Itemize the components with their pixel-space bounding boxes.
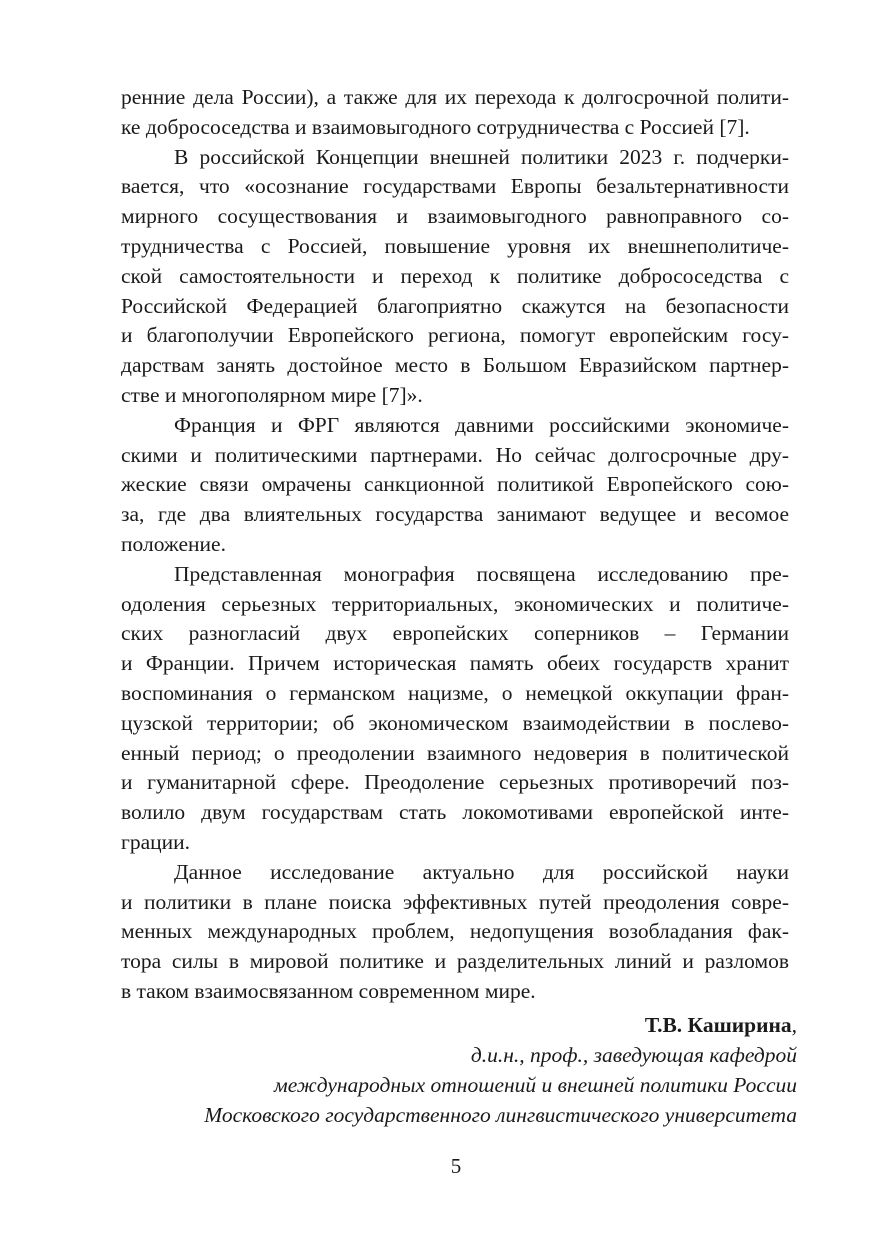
- paragraph-line: воспоминания о германском нацизме, о немецкой оккупации фран-: [121, 680, 789, 705]
- paragraph-line: дарствам занять достойное место в Большом Евразийском партнер-: [121, 353, 789, 378]
- paragraph-line: тора силы в мировой политике и разделительных линий и разломов: [121, 949, 789, 974]
- paragraph-line: трудничества с Россией, повышение уровня их внешнеполитиче-: [121, 233, 789, 258]
- paragraph-line: Представленная монография посвящена исследованию пре-: [174, 561, 789, 586]
- paragraph-line: и гуманитарной сфере. Преодоление серьезных противоречий поз-: [121, 770, 789, 795]
- paragraph-line: в таком взаимосвязанном современном мире.: [121, 978, 536, 1003]
- paragraph-line: за, где два влиятельных государства занимают ведущее и весомое: [121, 502, 789, 527]
- paragraph-line: вается, что «осознание государствами Европы безальтернативности: [121, 174, 789, 199]
- paragraph-line: ских разногласий двух европейских соперников – Германии: [121, 621, 789, 646]
- author-name-line: [121, 1010, 797, 1040]
- paragraph-line: скими и политическими партнерами. Но сейчас долгосрочные дру-: [121, 442, 789, 467]
- paragraph-line: жеские связи омрачены санкционной политикой Европейского сою-: [121, 472, 789, 497]
- paragraph-line: стве и многополярном мире [7]».: [121, 382, 423, 407]
- paragraph-line: ской самостоятельности и переход к политике добрососедства с: [121, 263, 789, 288]
- paragraph-line: и Франции. Причем историческая память обеих государств хранит: [121, 651, 789, 676]
- paragraph-line: Данное исследование актуально для российской науки: [174, 859, 789, 884]
- author-name: Т.В. Каширина: [644, 1013, 792, 1037]
- paragraph-line: грации.: [121, 829, 191, 854]
- author-department: международных отношений и внешней политики России: [274, 1073, 797, 1097]
- paragraph-line: В российской Концепции внешней политики 2023 г. подчерки-: [174, 144, 789, 169]
- paragraph-line: цузской территории; об экономическом взаимодействии в послево-: [121, 710, 789, 735]
- paragraph-line: Российской Федерацией благоприятно скажутся на безопасности: [121, 293, 789, 318]
- paragraph-line: одоления серьезных территориальных, экономических и политиче-: [121, 591, 789, 616]
- author-university: Московского государственного лингвистического университета: [204, 1103, 797, 1127]
- paragraph-line: менных международных проблем, недопущения возобладания фак-: [121, 919, 789, 944]
- author-credentials: д.и.н., проф., заведующая кафедрой: [470, 1043, 797, 1067]
- author-signature: [121, 1010, 797, 1130]
- paragraph-line: и политики в плане поиска эффективных путей преодоления совре-: [121, 889, 789, 914]
- page-number: 5: [450, 1154, 462, 1178]
- author-name-comma: ,: [791, 1013, 797, 1037]
- paragraph-line: ренние дела России), а также для их перехода к долгосрочной полити-: [121, 85, 789, 109]
- body-text: [121, 83, 789, 1007]
- paragraph-line: ке добрососедства и взаимовыгодного сотрудничества с Россией [7].: [121, 114, 750, 139]
- paragraph-line: и благополучии Европейского региона, помогут европейским госу-: [121, 323, 789, 348]
- paragraph-line: волило двум государствам стать локомотивами европейской инте-: [121, 800, 789, 825]
- paragraph-line: Франция и ФРГ являются давними российскими экономиче-: [174, 412, 789, 437]
- paragraph-line: положение.: [121, 531, 226, 556]
- paragraph-line: енный период; о преодолении взаимного недоверия в политической: [121, 740, 789, 765]
- paragraph-line: мирного сосуществования и взаимовыгодного равноправного со-: [121, 204, 789, 229]
